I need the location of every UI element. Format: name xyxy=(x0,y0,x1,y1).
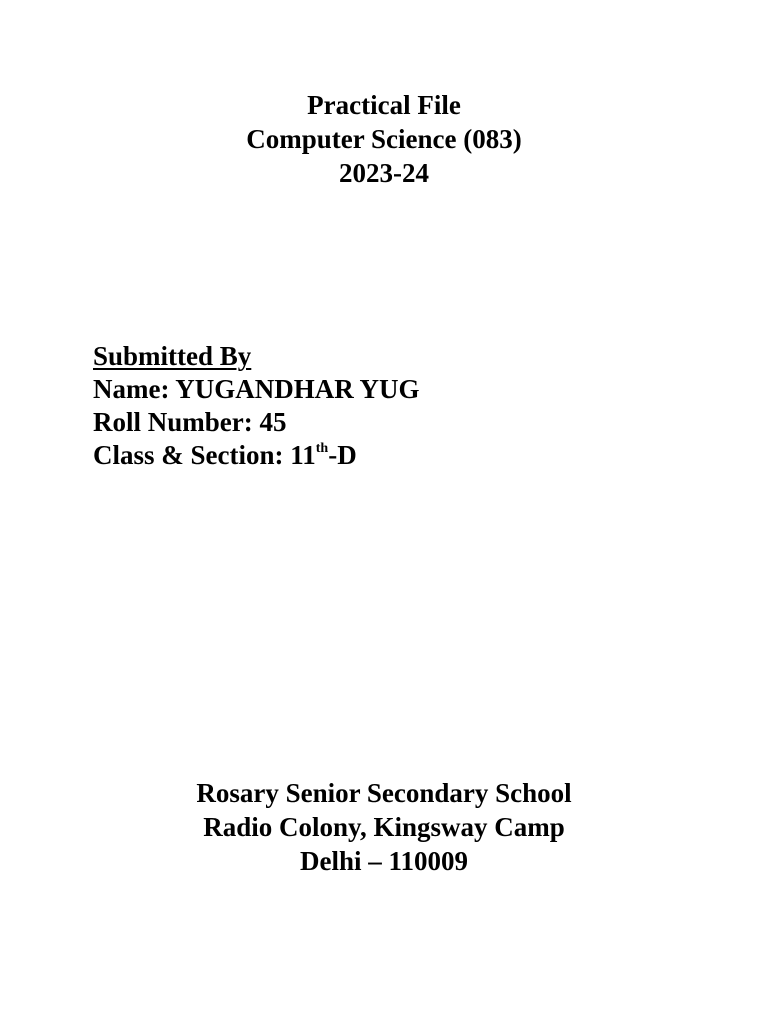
class-number: 11 xyxy=(290,440,316,470)
student-name-line xyxy=(93,373,693,406)
submitted-by-heading: Submitted By xyxy=(93,341,252,371)
roll-label: Roll Number: xyxy=(93,407,260,437)
session-year: 2023-24 xyxy=(339,158,429,188)
title-block xyxy=(0,88,768,190)
document-title: Practical File xyxy=(307,90,461,120)
name-label: Name: xyxy=(93,374,176,404)
class-ordinal-suffix: th xyxy=(315,441,329,456)
class-label: Class & Section: xyxy=(93,440,291,470)
submitted-by-block xyxy=(93,340,693,472)
class-section-line xyxy=(93,439,693,472)
subject-title: Computer Science (083) xyxy=(246,124,522,154)
roll-value: 45 xyxy=(259,407,287,437)
name-value: YUGANDHAR YUG xyxy=(175,374,420,404)
school-block xyxy=(0,776,768,878)
class-section: -D xyxy=(328,440,357,470)
school-address: Radio Colony, Kingsway Camp xyxy=(203,812,565,842)
school-city: Delhi – 110009 xyxy=(299,846,468,876)
roll-number-line xyxy=(93,406,693,439)
school-name: Rosary Senior Secondary School xyxy=(196,778,572,808)
